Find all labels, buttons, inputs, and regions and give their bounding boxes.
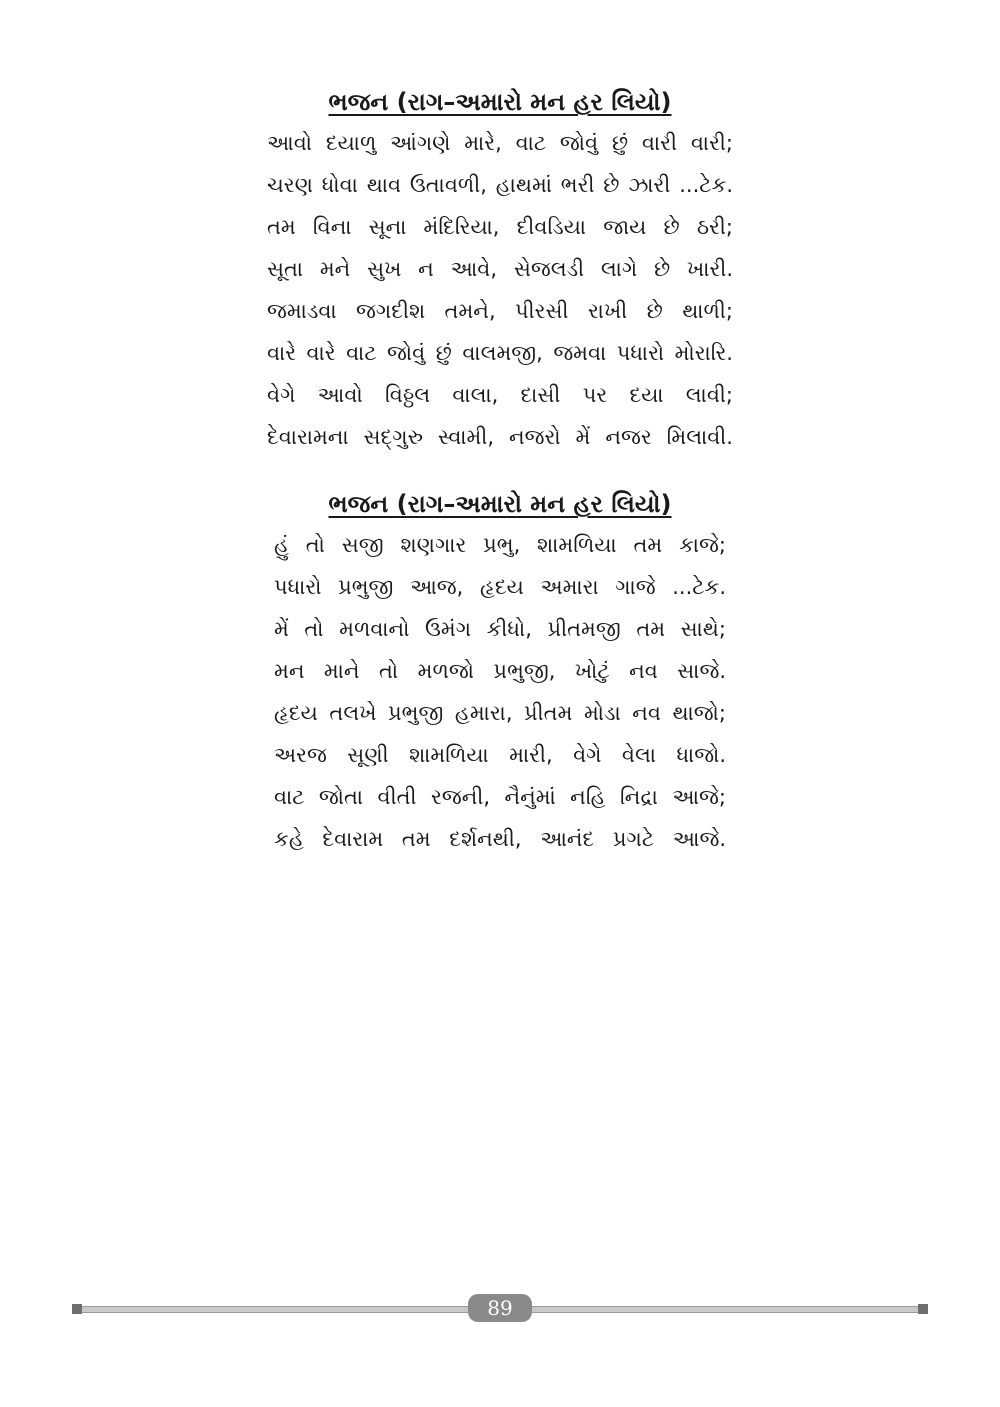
verse-line: કહે દેવારામ તમ દર્શનથી, આનંદ પ્રગટે આજે.: [274, 827, 726, 851]
verse-line: સૂતા મને સુખ ન આવે, સેજલડી લાગે છે ખારી.: [267, 257, 733, 281]
verse-line: મેં તો મળવાનો ઉમંગ કીધો, પ્રીતમજી તમ સાથે;: [274, 617, 726, 641]
verse-line: વેગે આવો વિઠ્ઠલ વાલા, દાસી પર દયા લાવી;: [267, 383, 733, 407]
verse-line: વારે વારે વાટ જોવું છું વાલમજી, જમવા પધારો મોરારિ.: [267, 341, 733, 365]
bhajan-section-2: [0, 484, 1000, 860]
bhajan-title-text: ભજન (રાગ–અમારો મન હર લિયો): [328, 88, 672, 116]
verse-line: આવો દયાળુ આંગણે મારે, વાટ જોવું છું વારી વારી;: [267, 131, 733, 155]
bhajan-title: [0, 82, 1000, 122]
verse-line: પધારો પ્રભુજી આજ, હૃદય અમારા ગાજે ...ટેક.: [274, 575, 726, 599]
verse-line: અરજ સૂણી શામળિયા મારી, વેગે વેલા ધાજો.: [274, 743, 726, 767]
verse-block: [267, 122, 733, 458]
bhajan-section-1: [0, 82, 1000, 458]
verse-line: જમાડવા જગદીશ તમને, પીરસી રાખી છે થાળી;: [267, 299, 733, 323]
page-footer: [72, 1294, 928, 1324]
bhajan-title: [0, 484, 1000, 524]
verse-line: વાટ જોતા વીતી રજની, નૈનુંમાં નહિ નિદ્રા આજે;: [274, 785, 726, 809]
bhajan-title-text: ભજન (રાગ–અમારો મન હર લિયો): [328, 490, 672, 518]
footer-cap-right: [918, 1304, 928, 1314]
verse-line: હૃદય તલખે પ્રભુજી હમારા, પ્રીતમ મોડા નવ થાજો;: [274, 701, 727, 725]
verse-line: તમ વિના સૂના મંદિરિયા, દીવડિયા જાય છે ઠરી;: [267, 215, 733, 239]
verse-block: [274, 524, 726, 860]
footer-rule-left: [82, 1306, 468, 1313]
footer-rule-right: [532, 1306, 918, 1313]
verse-line: હું તો સજી શણગાર પ્રભુ, શામળિયા તમ કાજે;: [274, 533, 726, 557]
footer-cap-left: [72, 1304, 82, 1314]
verse-line: ચરણ ધોવા થાવ ઉતાવળી, હાથમાં ભરી છે ઝારી ...ટેક.: [267, 173, 733, 197]
page-number: 89: [468, 1294, 532, 1322]
verse-line: મન માને તો મળજો પ્રભુજી, ખોટું નવ સાજે.: [274, 659, 726, 683]
verse-line: દેવારામના સદ્‌ગુરુ સ્વામી, નજરો મેં નજર મિલાવી.: [267, 425, 733, 449]
